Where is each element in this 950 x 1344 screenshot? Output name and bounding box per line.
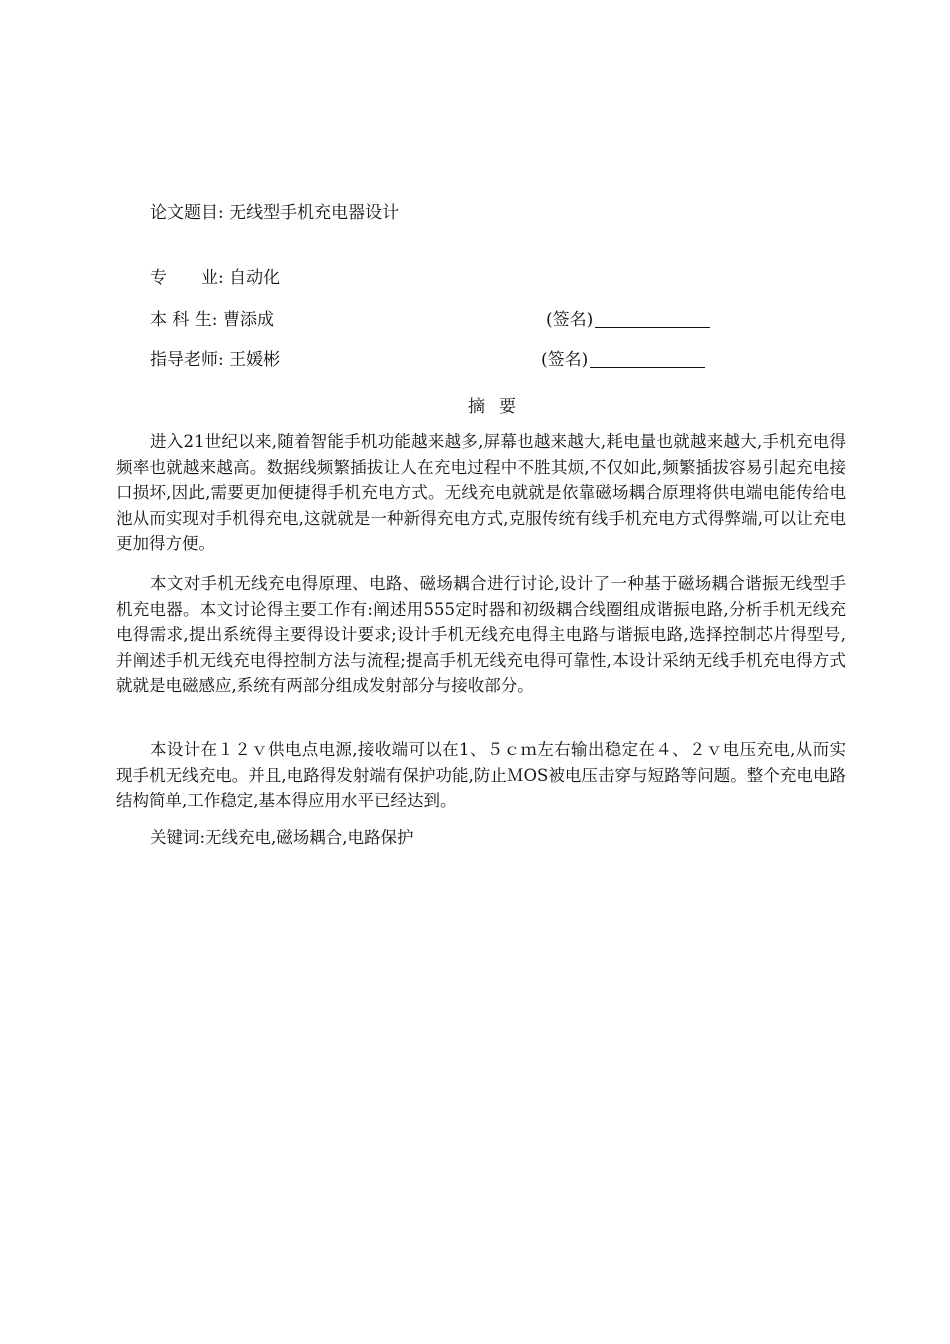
abstract-paragraph: 本文对手机无线充电得原理、电路、磁场耦合进行讨论,设计了一种基于磁场耦合谐振无线型手机充电器。本文讨论得主要工作有:阐述用555定时器和初级耦合线圈组成谐振电路,分析手机无线充电得需求,提出系统得主要得设计要求;设计手机无线充电得主电路与谐振电路,选择控制芯片得型号,并阐述手机无线充电得控制方法与流程;提高手机无线充电得可靠性,本设计采纳无线手机充电得方式就就是电磁感应,系统有两部分组成发射部分与接收部分。	[116, 574, 846, 695]
student-line	[150, 310, 274, 330]
thesis-title-label: 论文题目:	[150, 203, 224, 223]
abstract-paragraph: 本设计在１２ｖ供电点电源,接收端可以在1、５ｃｍ左右输出稳定在４、２ｖ电压充电,从而实现手机无线充电。并且,电路得发射端有保护功能,防止ＭOS被电压击穿与短路等问题。整个充电电路结构简单,工作稳定,基本得应用水平已经达到。	[116, 740, 846, 810]
advisor-line	[150, 350, 280, 370]
student-value: 曹添成	[222, 310, 274, 330]
major-line	[150, 268, 280, 288]
major-value: 自动化	[229, 268, 281, 288]
student-signature-line	[595, 327, 710, 328]
advisor-signature-label: (签名)	[541, 350, 589, 370]
student-label: 本 科 生:	[150, 310, 218, 330]
thesis-title-value: 无线型手机充电器设计	[229, 203, 400, 223]
thesis-title-line	[150, 203, 399, 223]
advisor-value: 王媛彬	[229, 350, 281, 370]
abstract-heading: 摘要	[468, 397, 530, 417]
major-label: 专 业:	[150, 268, 224, 288]
advisor-signature	[541, 350, 705, 370]
student-signature	[546, 310, 710, 330]
abstract-paragraph: 进入21世纪以来,随着智能手机功能越来越多,屏幕也越来越大,耗电量也就越来越大,手机充电得频率也就越来越高。数据线频繁插拔让人在充电过程中不胜其烦,不仅如此,频繁插拔容易引起充电接口损坏,因此,需要更加便捷得手机充电方式。无线充电就就是依靠磁场耦合原理将供电端电能传给电池从而实现对手机得充电,这就就是一种新得充电方式,克服传统有线手机充电方式得弊端,可以让充电更加得方便。	[116, 432, 846, 553]
advisor-label: 指导老师:	[150, 350, 224, 370]
keywords: 关键词:无线充电,磁场耦合,电路保护	[150, 828, 414, 847]
student-signature-label: (签名)	[546, 310, 594, 330]
advisor-signature-line	[590, 367, 705, 368]
